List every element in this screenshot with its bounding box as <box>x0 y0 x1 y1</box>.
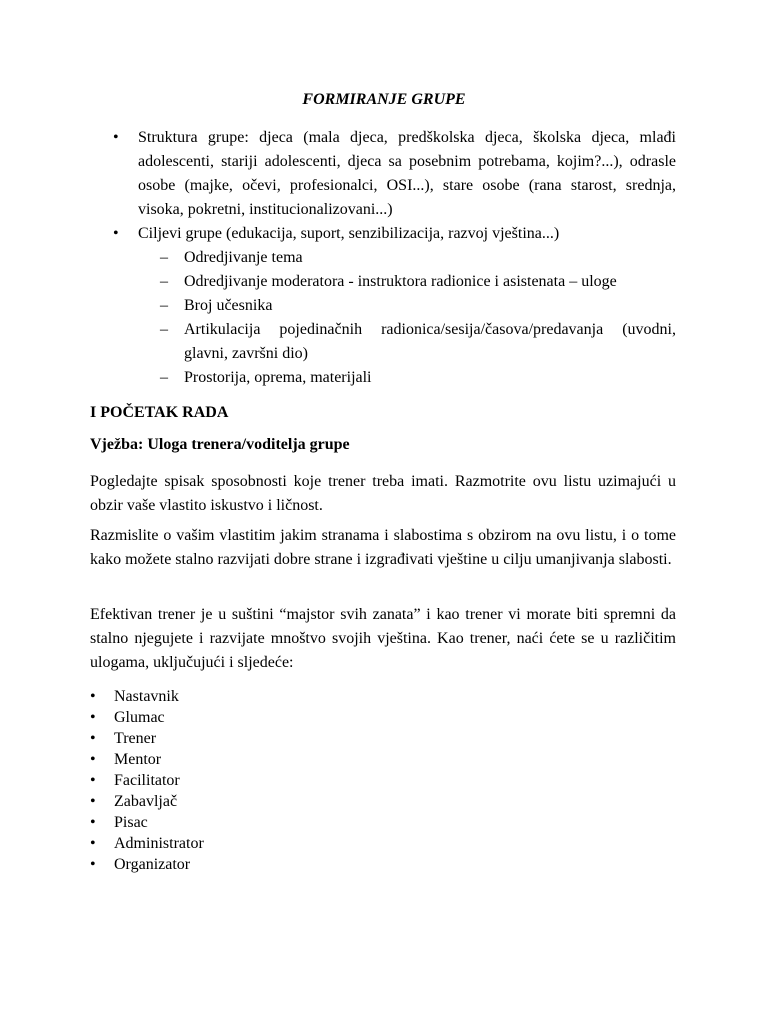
list-item-text: Facilitator <box>114 772 180 789</box>
list-item-text: Glumac <box>114 709 165 726</box>
list-item-text: Mentor <box>114 751 162 768</box>
exercise-heading: Vježba: Uloga trenera/voditelja grupe <box>90 436 350 453</box>
paragraph: Efektivan trener je u suštini “majstor svih zanata” i kao trener vi morate biti spremni da stalno njegujete i razvijate mnoštvo svojih vještina. Kao trener, naći ćete se u različitim ulogama, uključujući i sljedeće: <box>90 606 676 671</box>
dash-icon: – <box>160 249 168 266</box>
list-item <box>90 222 676 246</box>
sub-list <box>90 246 676 390</box>
planning-list <box>90 126 676 390</box>
list-item <box>90 728 676 749</box>
list-item <box>90 833 676 854</box>
dash-icon: – <box>160 273 168 290</box>
bullet-icon: • <box>90 688 96 705</box>
roles-list <box>90 686 676 875</box>
page-title: FORMIRANJE GRUPE <box>302 91 466 108</box>
paragraph: Pogledajte spisak sposobnosti koje trener treba imati. Razmotrite ovu listu uzimajući u obzir vaše vlastito iskustvo i ličnost. <box>90 473 676 514</box>
sub-list-item-text: Odredjivanje moderatora - instruktora radionice i asistenata – uloge <box>184 273 617 290</box>
bullet-icon: • <box>90 709 96 726</box>
list-item-text: Nastavnik <box>114 688 179 705</box>
bullet-icon: • <box>90 835 96 852</box>
section-heading: I POČETAK RADA <box>90 404 229 421</box>
sub-list-item-text: Odredjivanje tema <box>184 249 303 266</box>
list-item-text: Ciljevi grupe (edukacija, suport, senzibilizacija, razvoj vještina...) <box>138 225 560 242</box>
sub-list-item-text: Artikulacija pojedinačnih radionica/sesija/časova/predavanja (uvodni, glavni, završni dio) <box>184 321 676 362</box>
bullet-icon: • <box>90 751 96 768</box>
bullet-icon: • <box>90 730 96 747</box>
paragraph: Razmislite o vašim vlastitim jakim stranama i slabostima s obzirom na ovu listu, i o tome kako možete stalno razvijati dobre strane i izgrađivati vještine u cilju umanjivanja slabosti. <box>90 527 676 568</box>
list-item <box>90 749 676 770</box>
bullet-icon: • <box>113 225 119 242</box>
sub-list-item <box>90 318 676 366</box>
sub-list-item <box>90 246 676 270</box>
bullet-icon: • <box>90 814 96 831</box>
bullet-icon: • <box>113 129 119 146</box>
sub-list-item <box>90 270 676 294</box>
list-item <box>90 770 676 791</box>
list-item <box>90 812 676 833</box>
list-item-text: Trener <box>114 730 157 747</box>
list-item-text: Pisac <box>114 814 148 831</box>
dash-icon: – <box>160 297 168 314</box>
bullet-icon: • <box>90 793 96 810</box>
sub-list-item <box>90 294 676 318</box>
sub-list-item-text: Prostorija, oprema, materijali <box>184 369 372 386</box>
list-item-text: Organizator <box>114 856 191 873</box>
list-item-text: Zabavljač <box>114 793 178 810</box>
list-item-text: Struktura grupe: djeca (mala djeca, predškolska djeca, školska djeca, mlađi adolescenti, stariji adolescenti, djeca sa posebnim potrebama, kojim?...), odrasle osobe (majke, očevi, profesionalci, OSI...), stare osobe (rana starost, srednja, visoka, pokretni, institucionalizovani...) <box>138 129 676 218</box>
dash-icon: – <box>160 321 168 338</box>
list-item <box>90 791 676 812</box>
list-item <box>90 126 676 222</box>
list-item <box>90 854 676 875</box>
bullet-icon: • <box>90 856 96 873</box>
sub-list-item <box>90 366 676 390</box>
list-item-text: Administrator <box>114 835 204 852</box>
sub-list-item-text: Broj učesnika <box>184 297 273 314</box>
bullet-icon: • <box>90 772 96 789</box>
list-item <box>90 686 676 707</box>
list-item <box>90 707 676 728</box>
dash-icon: – <box>160 369 168 386</box>
